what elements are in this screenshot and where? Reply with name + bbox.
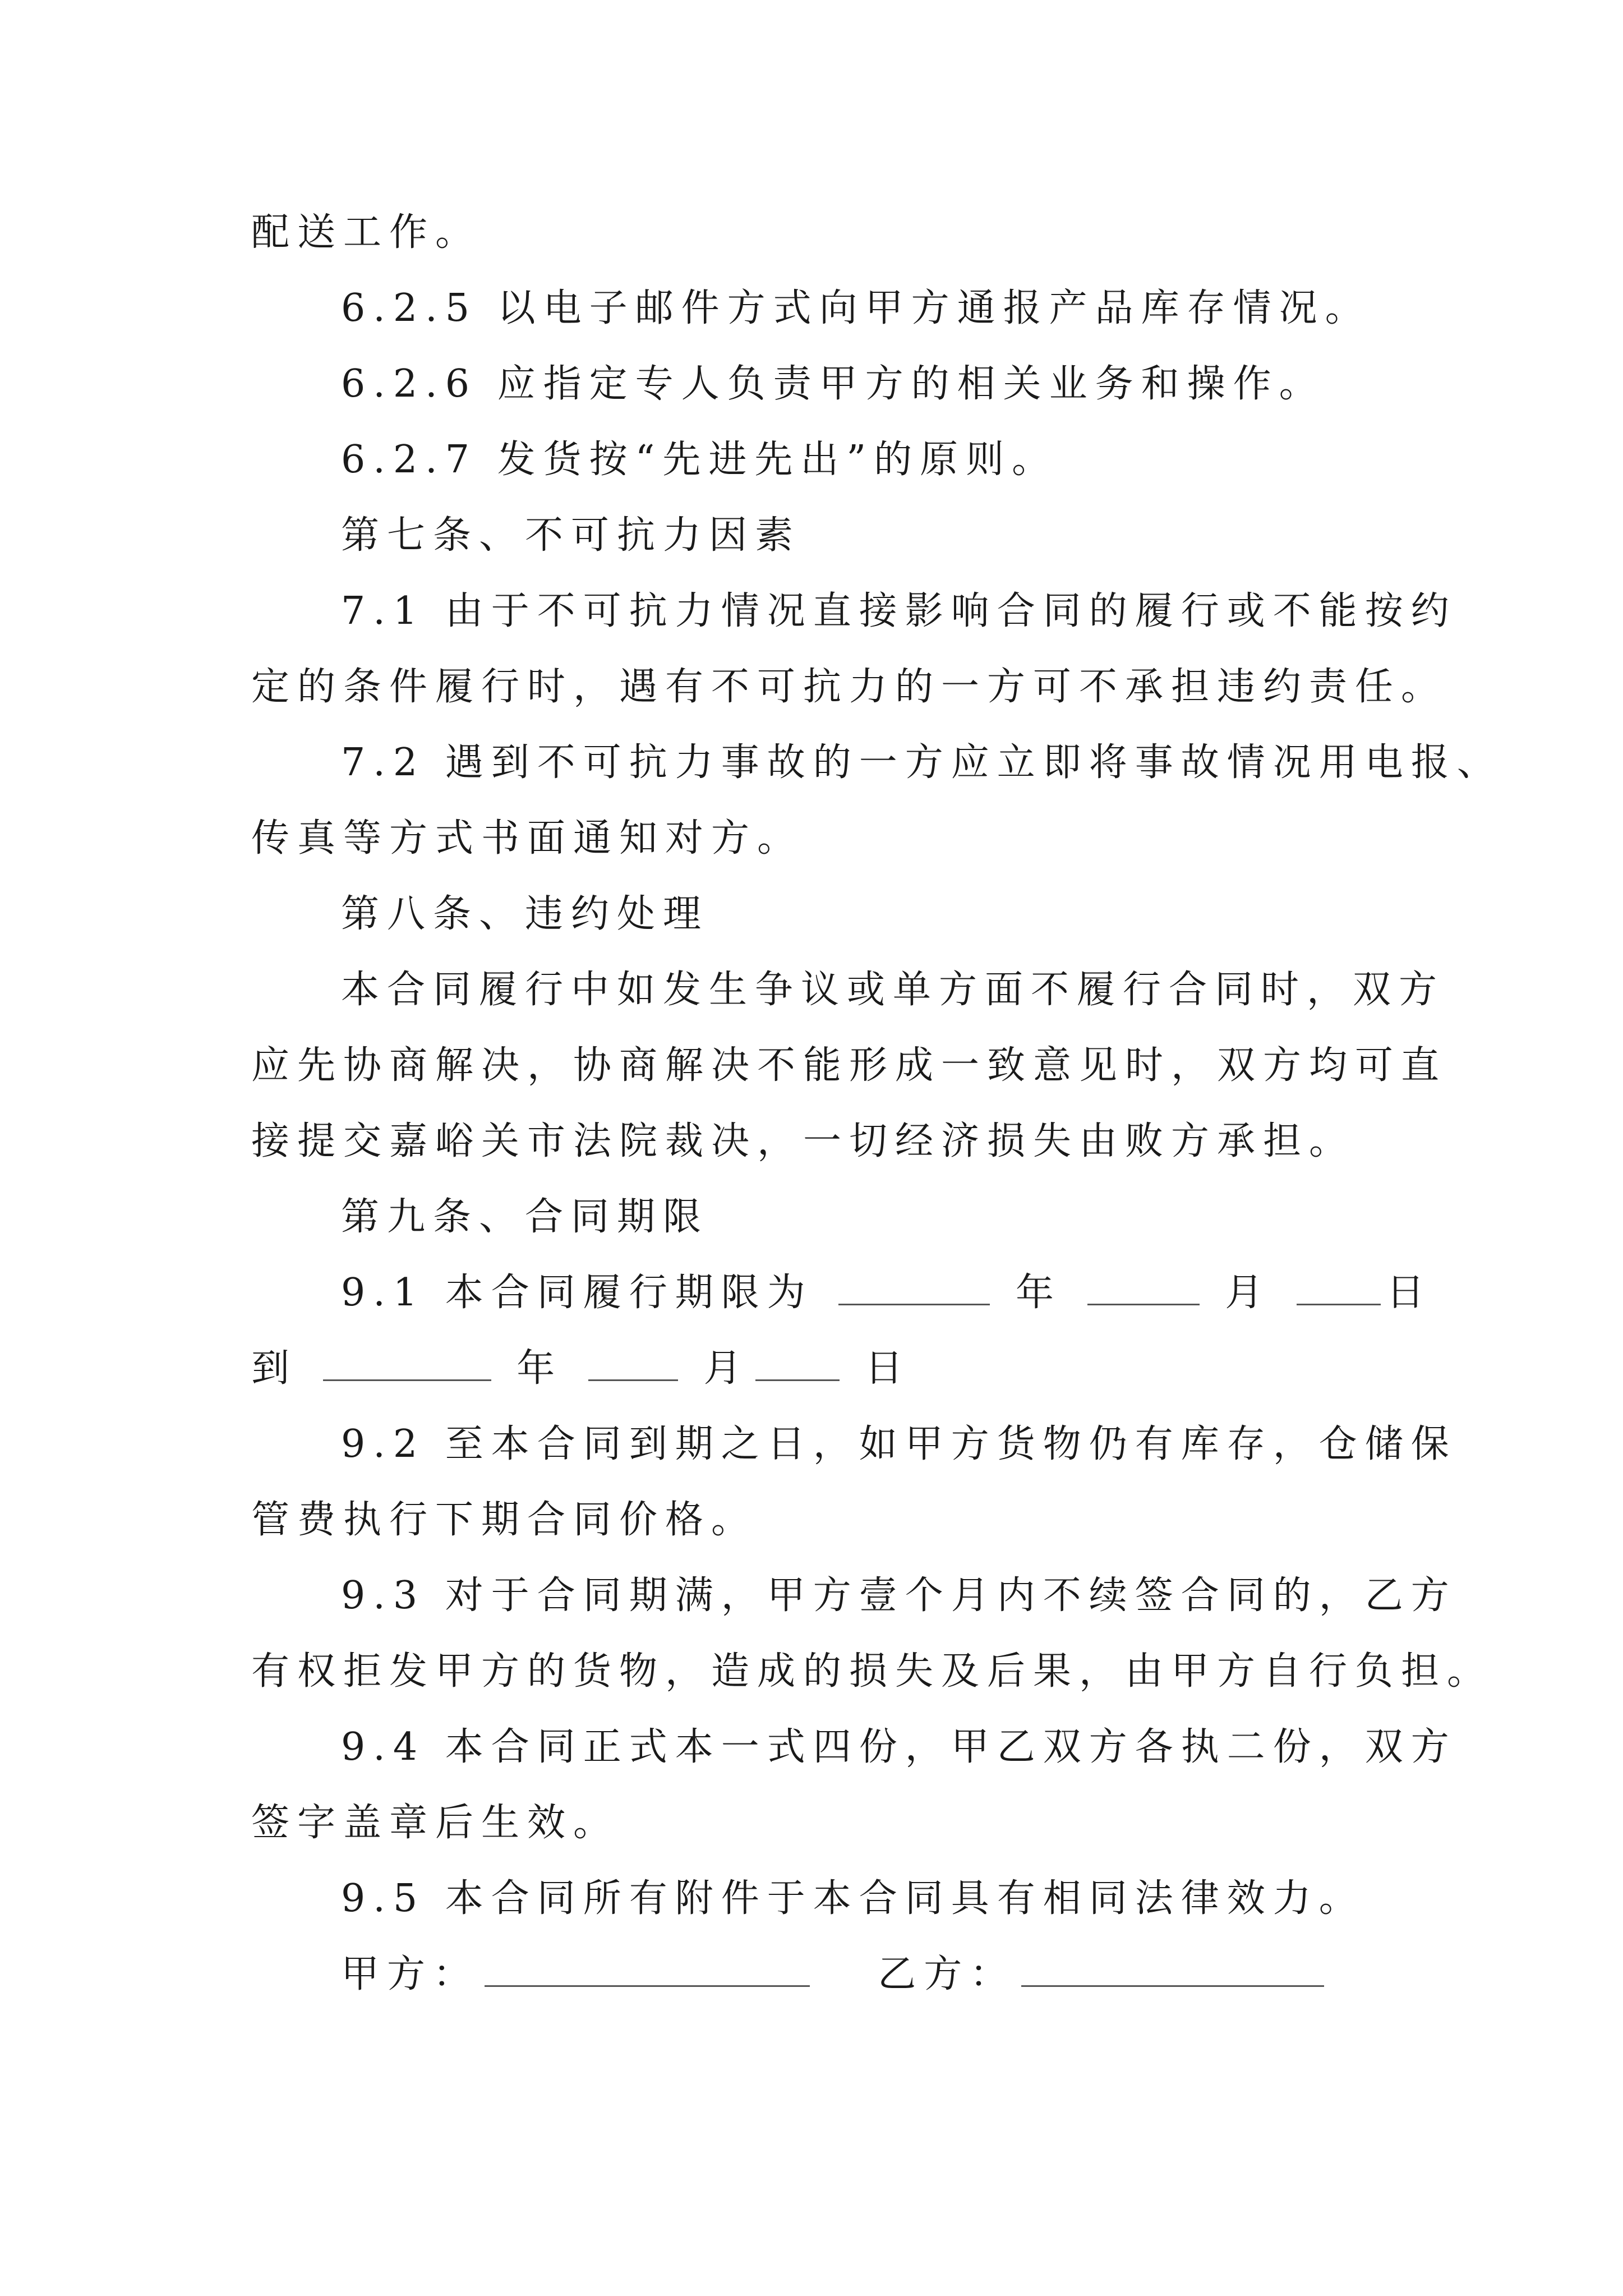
year-blank (323, 1345, 491, 1381)
party-a-signature-blank (485, 1950, 810, 1987)
text-line: 6.2.7 发货按“先进先出”的原则。 (341, 438, 1058, 482)
party-b-label: 乙方： (878, 1952, 1016, 1996)
month-blank (588, 1345, 678, 1381)
signature-row (341, 1947, 1330, 2003)
party-b-signature-blank (1021, 1950, 1324, 1987)
text-line: 签字盖章后生效。 (251, 1801, 620, 1845)
text-fragment: 日 (1386, 1271, 1432, 1315)
text-line: 管费执行下期合同价格。 (251, 1498, 758, 1542)
text-line: 9.5 本合同所有附件于本合同具有相同法律效力。 (341, 1876, 1365, 1921)
text-fragment: 月 (1225, 1271, 1271, 1315)
month-blank (1087, 1269, 1200, 1305)
text-fragment: 年 (1016, 1271, 1062, 1315)
term-start-line (341, 1265, 1432, 1321)
day-blank (1297, 1269, 1381, 1305)
section-heading: 第七条、不可抗力因素 (341, 513, 801, 558)
text-line: 9.3 对于合同期满，甲方壹个月内不续签合同的，乙方 (341, 1573, 1457, 1618)
year-blank (838, 1269, 990, 1305)
section-heading: 第九条、合同期限 (341, 1195, 709, 1239)
text-fragment: 9.1 本合同履行期限为 (341, 1271, 813, 1315)
text-line: 定的条件履行时，遇有不可抗力的一方可不承担违约责任。 (251, 665, 1447, 709)
text-line: 7.2 遇到不可抗力事故的一方应立即将事故情况用电报、 (341, 740, 1503, 785)
text-line: 本合同履行中如发生争议或单方面不履行合同时，双方 (341, 968, 1445, 1012)
term-end-line (251, 1341, 911, 1397)
text-fragment: 日 (865, 1346, 911, 1391)
section-heading: 第八条、违约处理 (341, 892, 709, 936)
text-line: 9.4 本合同正式本一式四份，甲乙双方各执二份，双方 (341, 1725, 1457, 1769)
text-line: 7.1 由于不可抗力情况直接影响合同的履行或不能按约 (341, 589, 1457, 633)
text-line: 应先协商解决，协商解决不能形成一致意见时，双方均可直 (251, 1043, 1447, 1088)
text-fragment: 月 (703, 1346, 750, 1391)
day-blank (755, 1345, 840, 1381)
text-fragment: 到 (251, 1346, 298, 1391)
text-line: 传真等方式书面通知对方。 (251, 816, 804, 861)
text-line: 6.2.6 应指定专人负责甲方的相关业务和操作。 (341, 362, 1325, 406)
text-line: 接提交嘉峪关市法院裁决，一切经济损失由败方承担。 (251, 1119, 1355, 1163)
text-fragment: 年 (517, 1346, 563, 1391)
text-line: 6.2.5 以电子邮件方式向甲方通报产品库存情况。 (341, 286, 1371, 330)
text-line: 9.2 至本合同到期之日，如甲方货物仍有库存，仓储保 (341, 1422, 1457, 1466)
text-line: 有权拒发甲方的货物，造成的损失及后果，由甲方自行负担。 (251, 1649, 1493, 1694)
party-a-label: 甲方： (341, 1952, 479, 1996)
text-line: 配送工作。 (251, 210, 482, 255)
